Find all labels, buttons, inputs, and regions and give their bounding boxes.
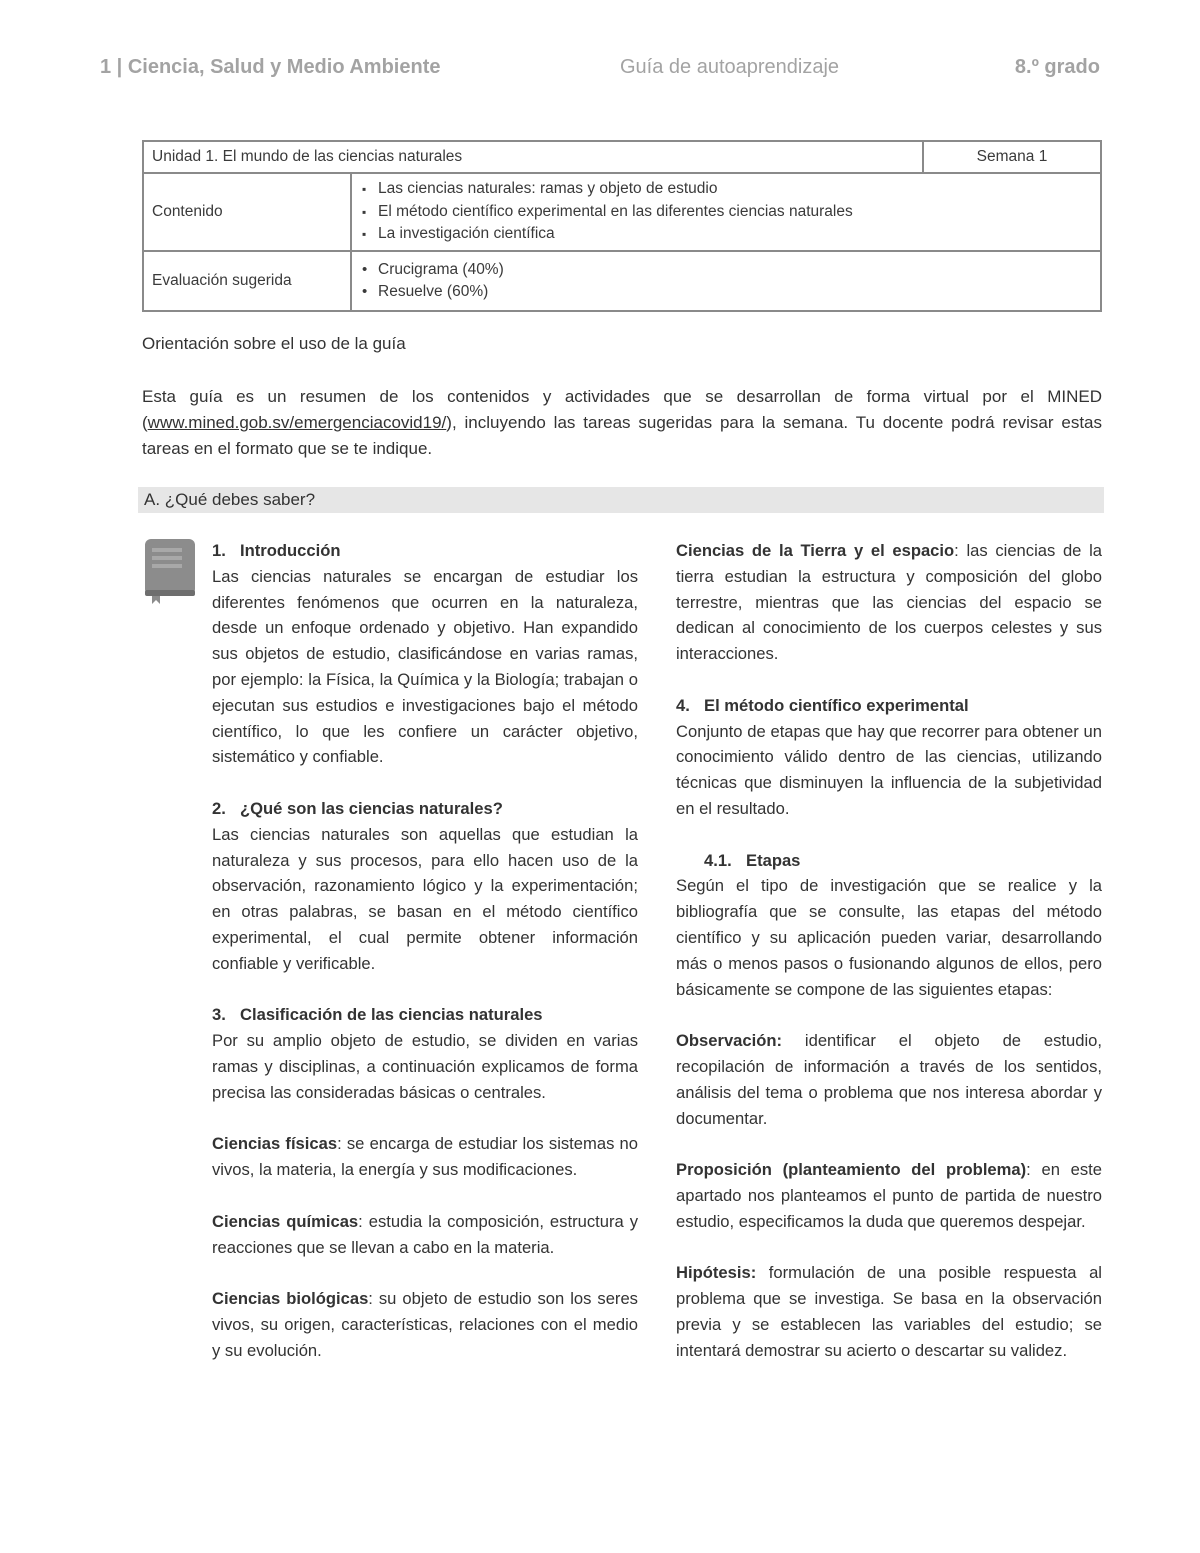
header-guide-title: Guía de autoaprendizaje [620,56,840,78]
section-title: Etapas [746,850,801,870]
section-etapas [676,848,1102,1003]
evaluation-list-cell [351,251,1101,311]
evaluation-list [360,259,1092,304]
section-metodo [676,693,1102,822]
mined-link[interactable]: www.mined.gob.sv/emergenciacovid19/ [147,413,447,432]
section-clasificacion [212,1002,638,1105]
term-text: formulación de una posible respuesta al problema que se investiga. Se basa en la observación previa y se establecen las variables del estudio; se intentará demostrar su acierto o descartar su validez. [676,1263,1102,1360]
page-header [100,56,1100,86]
term-lead: Ciencias físicas [212,1134,338,1154]
evaluation-item: • Resuelve (60%) [378,281,1092,304]
book-icon [144,538,196,606]
section-text: Las ciencias naturales se encargan de estudiar los diferentes fenómenos que ocurren en la naturaleza, desde un enfoque ordenado y objetivo. Han expandido sus objetos de estudio, clasificándose en varias ramas, por ejemplo: la Física, la Química y la Biología; trabajan o ejecutan sus estudios e investigaciones bajo el método científico, lo que les confiere un carácter objetivo, sistemático y confiable. [212,566,638,767]
unit-title: Unidad 1. El mundo de las ciencias naturales [143,141,923,173]
section-text: Las ciencias naturales son aquellas que estudian la naturaleza y sus procesos, para ello hacen uso de la observación, razonamiento lógico y la experimentación; en otras palabras, se basan en el método científico experimental, el cual permite obtener información confiable y verificable. [212,824,638,973]
ciencias-fisicas [212,1131,638,1183]
section-text: Según el tipo de investigación que se realice y la bibliografía que se consulte, las etapas del método científico y su aplicación pueden variar, desarrollando más o menos pasos o fusionando algunos de ellos, pero básicamente se compone de las siguientes etapas: [676,876,1102,999]
section-heading [212,1005,543,1024]
section-a-heading: A. ¿Qué debes saber? [138,487,1104,513]
orientation-text-end: ), incluyendo las tareas sugeridas para la semana. Tu docente podrá revisar estas tareas en el formato que se te indique. [142,413,1102,458]
ciencias-quimicas [212,1209,638,1261]
orientation-text-start: Esta guía es un resumen de los contenidos y actividades que se desarrollan de forma virtual por el MINED ( [142,387,1102,432]
content-item: ▪ Las ciencias naturales: ramas y objeto de estudio [378,178,1092,201]
term-lead: Hipótesis: [676,1263,757,1283]
section-number: 2. [212,798,226,818]
term-lead: Proposición (planteamiento del problema) [676,1160,1027,1180]
evaluation-label: Evaluación sugerida [143,251,351,311]
section-title: Clasificación de las ciencias naturales [240,1005,543,1025]
term-text: : se encarga de estudiar los sistemas no vivos, la materia, la energía y sus modificaciones. [212,1134,638,1180]
orientation-title: Orientación sobre el uso de la guía [142,334,406,353]
unit-info-table [142,140,1102,312]
term-text: : en este apartado nos planteamos el punto de partida de nuestro estudio, especificamos la duda que queremos despejar. [676,1160,1102,1231]
term-text: : su objeto de estudio son los seres vivos, su origen, características, relaciones con el medio y su evolución. [212,1289,638,1360]
content-item: ▪ El método científico experimental en las diferentes ciencias naturales [378,201,1092,224]
section-heading [212,541,340,560]
content-list [360,178,1092,246]
section-number: 3. [212,1005,226,1025]
ciencias-tierra-espacio [676,538,1102,667]
content-list-cell [351,173,1101,251]
week-label: Semana 1 [923,141,1101,173]
left-column [212,538,638,1389]
section-number: 4. [676,695,690,715]
orientation-text [142,384,1102,462]
evaluation-item: • Crucigrama (40%) [378,259,1092,282]
term-text: : las ciencias de la tierra estudian la estructura y composición del globo terrestre, mientras que las ciencias del espacio se dedican al conocimiento de los cuerpos celestes y sus interacciones. [676,541,1102,664]
section-title: El método científico experimental [704,695,969,715]
content-item: ▪ La investigación científica [378,223,1092,246]
section-title: Introducción [240,541,341,560]
term-text: : estudia la composición, estructura y reacciones que se llevan a cabo en la materia. [212,1211,638,1257]
term-text: identificar el objeto de estudio, recopilación de información a través de los sentidos, análisis del tema o problema que nos interesa abordar y documentar. [676,1031,1102,1128]
section-text: Por su amplio objeto de estudio, se dividen en varias ramas y disciplinas, a continuación explicamos de forma precisa las consideradas básicas o centrales. [212,1031,638,1102]
right-column [676,538,1102,1389]
section-heading [212,799,503,818]
term-lead: Ciencias químicas [212,1211,359,1231]
etapa-proposicion [676,1157,1102,1234]
etapa-hipotesis [676,1260,1102,1363]
section-number: 1. [212,541,226,560]
section-que-son [212,796,638,977]
term-lead: Ciencias de la Tierra y el espacio [676,541,955,560]
header-grade: 8.º grado [1014,56,1100,78]
etapa-observacion [676,1028,1102,1131]
content-label: Contenido [143,173,351,251]
header-subject: 1 | Ciencia, Salud y Medio Ambiente [100,56,441,78]
section-number: 4.1. [704,850,732,870]
section-title: ¿Qué son las ciencias naturales? [240,798,503,818]
section-introduccion [212,538,638,770]
section-heading [676,851,800,870]
section-heading [676,696,969,715]
ciencias-biologicas [212,1286,638,1363]
term-lead: Observación: [676,1031,783,1051]
term-lead: Ciencias biológicas [212,1289,369,1309]
section-text: Conjunto de etapas que hay que recorrer para obtener un conocimiento válido dentro de las ciencias, utilizando técnicas que disminuyen la influencia de la subjetividad en el resultado. [676,721,1102,818]
